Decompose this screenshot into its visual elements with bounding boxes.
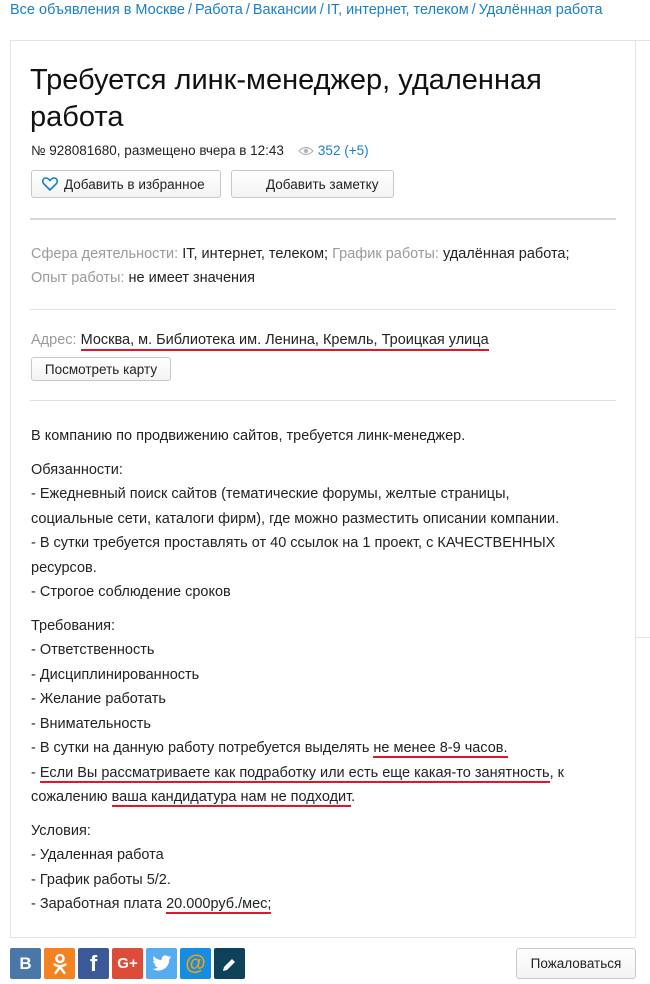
header-divider: [30, 218, 616, 220]
requirement-hours: [31, 736, 621, 761]
add-note-label: Добавить заметку: [266, 176, 379, 192]
duties-section: [31, 458, 621, 605]
sphere-label: Сфера деятельности:: [31, 246, 179, 262]
requirement-line: - Ответственность: [31, 642, 155, 658]
schedule-label: График работы:: [332, 246, 439, 262]
breadcrumb-separator: /: [471, 2, 476, 18]
share-buttons: [10, 948, 245, 979]
complain-button[interactable]: [516, 948, 636, 979]
duty-line: ресурсов.: [31, 559, 97, 576]
sphere-value: IT, интернет, телеком;: [182, 246, 329, 262]
requirement-hours-highlight: не менее 8-9 часов.: [373, 740, 508, 756]
duty-line: - Строгое соблюдение сроков: [31, 584, 231, 600]
breadcrumb-item-remote[interactable]: Удалённая работа: [478, 2, 603, 18]
breadcrumb-separator: /: [245, 2, 250, 18]
gplus-share-button[interactable]: [112, 948, 143, 979]
livejournal-icon: [221, 955, 239, 973]
duty-line: социальные сети, каталоги фирм), где можно разместить описании компании.: [31, 510, 560, 527]
duties-title: Обязанности:: [31, 461, 123, 478]
breadcrumb-separator: /: [187, 2, 192, 18]
duty-line: - В сутки требуется проставлять от 40 ссылок на 1 проект, с КАЧЕСТВЕННЫХ: [31, 535, 556, 551]
requirements-title: Требования:: [31, 617, 115, 634]
address-value: Москва, м. Библиотека им. Ленина, Кремль, Троицкая улица: [81, 332, 489, 351]
breadcrumb-item-all-moscow[interactable]: Все объявления в Москве: [10, 2, 185, 18]
page-title: Требуется линк-менеджер, удаленная работа: [30, 64, 542, 133]
sidebar-edge: [636, 40, 650, 638]
experience-value: не имеет значения: [128, 270, 255, 286]
twitter-icon: [152, 955, 172, 972]
requirement-other-highlight: Если Вы рассматриваете как подработку или есть еще какая-то занятность: [39, 764, 550, 781]
mail-share-button[interactable]: [180, 948, 211, 979]
twitter-share-button[interactable]: [146, 948, 177, 979]
odnoklassniki-icon: [52, 953, 68, 975]
requirement-hours-text: - В сутки на данную работу потребуется выделять: [31, 740, 374, 756]
requirement-other-line2-prefix: сожалению: [31, 789, 112, 805]
condition-line: - График работы 5/2.: [31, 871, 171, 888]
facebook-icon: f: [89, 950, 98, 976]
requirement-other-line2-suffix: .: [351, 789, 356, 805]
mail-ru-icon: @: [185, 951, 206, 975]
livejournal-share-button[interactable]: [214, 948, 245, 979]
ok-share-button[interactable]: [44, 948, 75, 979]
experience-label: Опыт работы:: [31, 270, 125, 286]
job-description: [31, 424, 621, 926]
heart-icon: [42, 177, 58, 191]
address-label: Адрес:: [31, 332, 77, 348]
requirement-line: - Дисциплинированность: [31, 666, 200, 683]
breadcrumb-item-it[interactable]: IT, интернет, телеком: [326, 2, 469, 18]
requirement-other-line2-highlight: ваша кандидатура нам не подходит: [111, 789, 352, 805]
duty-line: - Ежедневный поиск сайтов (тематические форумы, желтые страницы,: [31, 486, 510, 502]
conditions-title: Условия:: [31, 822, 91, 839]
requirement-line: - Желание работать: [31, 691, 166, 707]
vk-icon: B: [19, 953, 32, 973]
requirement-other-dash: -: [31, 764, 40, 781]
description-intro: В компанию по продвижению сайтов, требуется линк-менеджер.: [31, 428, 466, 444]
complain-label: Пожаловаться: [530, 956, 622, 971]
section-divider: [30, 309, 616, 310]
address: [31, 332, 489, 348]
breadcrumb: [10, 2, 603, 18]
breadcrumb-separator: /: [319, 2, 324, 18]
listing-number-date: № 928081680, размещено вчера в 12:43: [31, 143, 284, 158]
requirement-other: [31, 761, 621, 786]
add-to-favorites-button[interactable]: [31, 170, 221, 198]
breadcrumb-item-vacancies[interactable]: Вакансии: [252, 2, 317, 18]
vk-share-button[interactable]: [10, 948, 41, 979]
requirements-section: [31, 614, 621, 810]
add-note-button[interactable]: [231, 170, 394, 198]
salary-highlight: 20.000руб./мес;: [166, 896, 272, 912]
facebook-share-button[interactable]: [78, 948, 109, 979]
requirement-other-line2: [31, 785, 621, 810]
eye-icon: [298, 146, 314, 156]
condition-line: - Удаленная работа: [31, 847, 164, 863]
condition-salary: [31, 892, 621, 917]
schedule-value: удалённая работа;: [443, 246, 570, 262]
add-to-favorites-label: Добавить в избранное: [64, 176, 205, 192]
section-divider: [30, 400, 616, 401]
view-map-label: Посмотреть карту: [44, 361, 158, 377]
job-params: [31, 242, 621, 290]
view-map-button[interactable]: [31, 357, 171, 381]
views-count[interactable]: 352 (+5): [317, 143, 369, 158]
google-plus-icon: G+: [117, 955, 138, 972]
requirement-line: - Внимательность: [31, 715, 151, 732]
conditions-section: [31, 819, 621, 917]
requirement-other-suffix: , к: [549, 764, 564, 781]
listing-meta: [31, 143, 369, 158]
salary-prefix: - Заработная плата: [31, 896, 167, 912]
breadcrumb-item-work[interactable]: Работа: [194, 2, 243, 18]
